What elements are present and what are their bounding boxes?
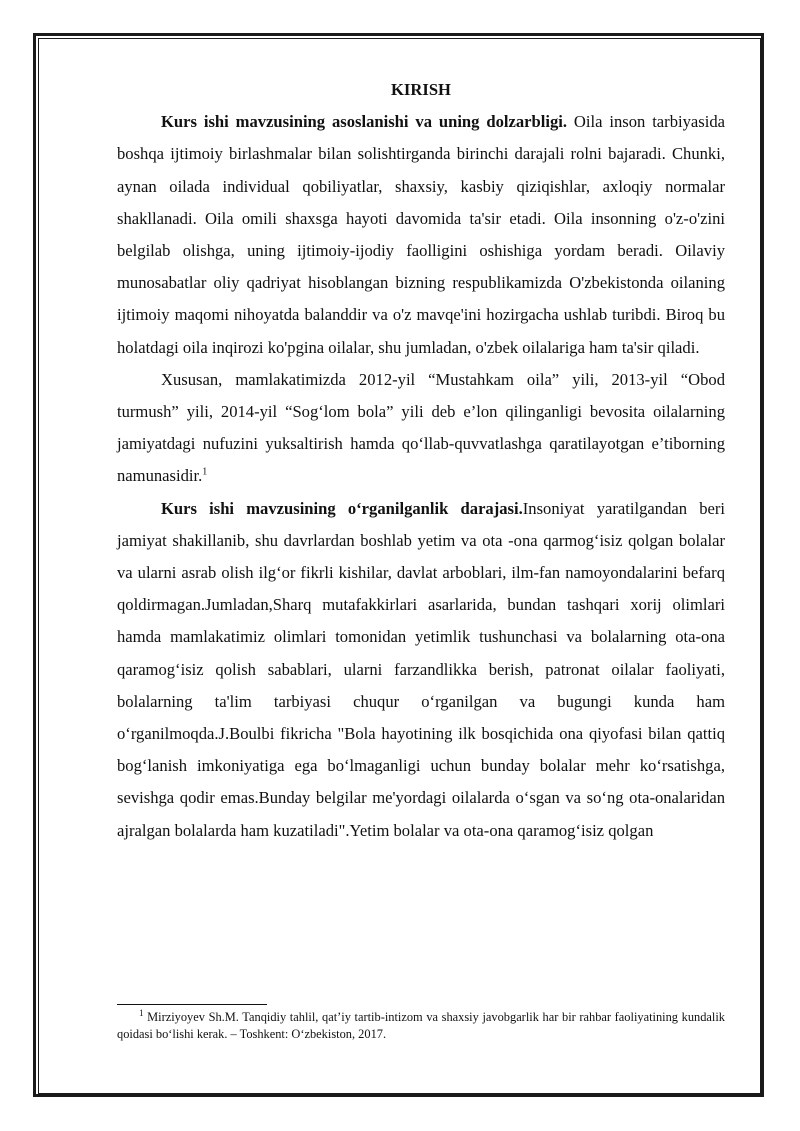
footnote	[117, 1009, 725, 1043]
paragraph-years	[117, 364, 725, 493]
paragraph-text: Oila inson tarbiyasida boshqa ijtimoiy birlashmalar bilan solishtirganda birinchi darajali rolni bajaradi. Chunki, aynan oilada individual qobiliyatlar, shaxsiy, kasbiy qiziqishlar, axloqiy normalar shakllanadi. Oila omili shaxsga hayoti davomida ta'sir etadi. Oila insonning o'z-o'zini belgilab olishga, uning ijtimoiy-ijodiy faolligini oshishiga yordam beradi. Oilaviy munosabatlar oliy qadriyat hisoblangan bizning respublikamizda O'zbekistonda oilaning ijtimoiy maqomi nihoyatda balanddir va o'z mavqe'ini hozirgacha ushlab turibdi. Biroq bu holatdagi oila inqirozi ko'pgina oilalar, shu jumladan, o'zbek oilalariga ham ta'sir qiladi.	[117, 112, 725, 357]
paragraph-heading: Kurs ishi mavzusining asoslanishi va uning dolzarbligi.	[161, 112, 568, 132]
paragraph-relevance	[117, 106, 725, 364]
footnote-reference[interactable]: 1	[202, 466, 208, 478]
footnote-number: 1	[139, 1007, 144, 1018]
paragraph-heading: Kurs ishi mavzusining o‘rganilganlik darajasi.	[161, 498, 523, 518]
footnote-separator	[117, 1004, 267, 1005]
document-title: KIRISH	[391, 80, 451, 99]
document-body	[117, 74, 725, 847]
paragraph-text: Insoniyat yaratilgandan beri jamiyat shakillanib, shu davrlardan boshlab yetim va ota -ona qarmog‘isiz qolgan bolalar va ularni asrab olish ilg‘or fikrli kishilar, davlat arboblari, ilm-fan namoyondalarini befarq qoldirmagan.Jumladan,Sharq mutafakkirlari asarlarida, bundan tashqari xorij olimlari hamda mamlakatimiz olimlari tomonidan yetimlik tushunchasi va bolalarning ota-ona qaramog‘isiz qolish sabablari, ularni farzandlikka berish, patronat oilalar faoliyati, bolalarning ta'lim tarbiyasi chuqur o‘rganilgan va bugungi kunda ham o‘rganilmoqda.J.Boulbi fikricha "Bola hayotining ilk bosqichida ona qiyofasi bilan qattiq bog‘lanish imkoniyatiga ega bo‘lmaganligi uchun bunday bolalar mehr ko‘rsatishga, sevishga qodir emas.Bunday belgilar me'yordagi oilalarda o‘sgan va so‘ng ota-onalaridan ajralgan bolalarda ham kuzatiladi".Yetim bolalar va ota-ona qaramog‘isiz qolgan	[117, 498, 726, 840]
footnote-text: Mirziyoyev Sh.M. Tanqidiy tahlil, qat’iy tartib-intizom va shaxsiy javobgarlik har bir rahbar faoliyatining kundalik qoidasi bo‘lishi kerak. – Toshkent: O‘zbekiston, 2017.	[117, 1010, 725, 1041]
paragraph-text: Xususan, mamlakatimizda 2012-yil “Mustahkam oila” yili, 2013-yil “Obod turmush” yili, 2014-yil “Sog‘lom bola” yili deb e’lon qilinganligi bevosita oilalarning jamiyatdagi nufuzini yuksaltirish hamda qo‘llab-quvvatlashga qaratilayotgan e’tiborning namunasidir.	[117, 369, 725, 486]
paragraph-study-level	[117, 493, 725, 847]
